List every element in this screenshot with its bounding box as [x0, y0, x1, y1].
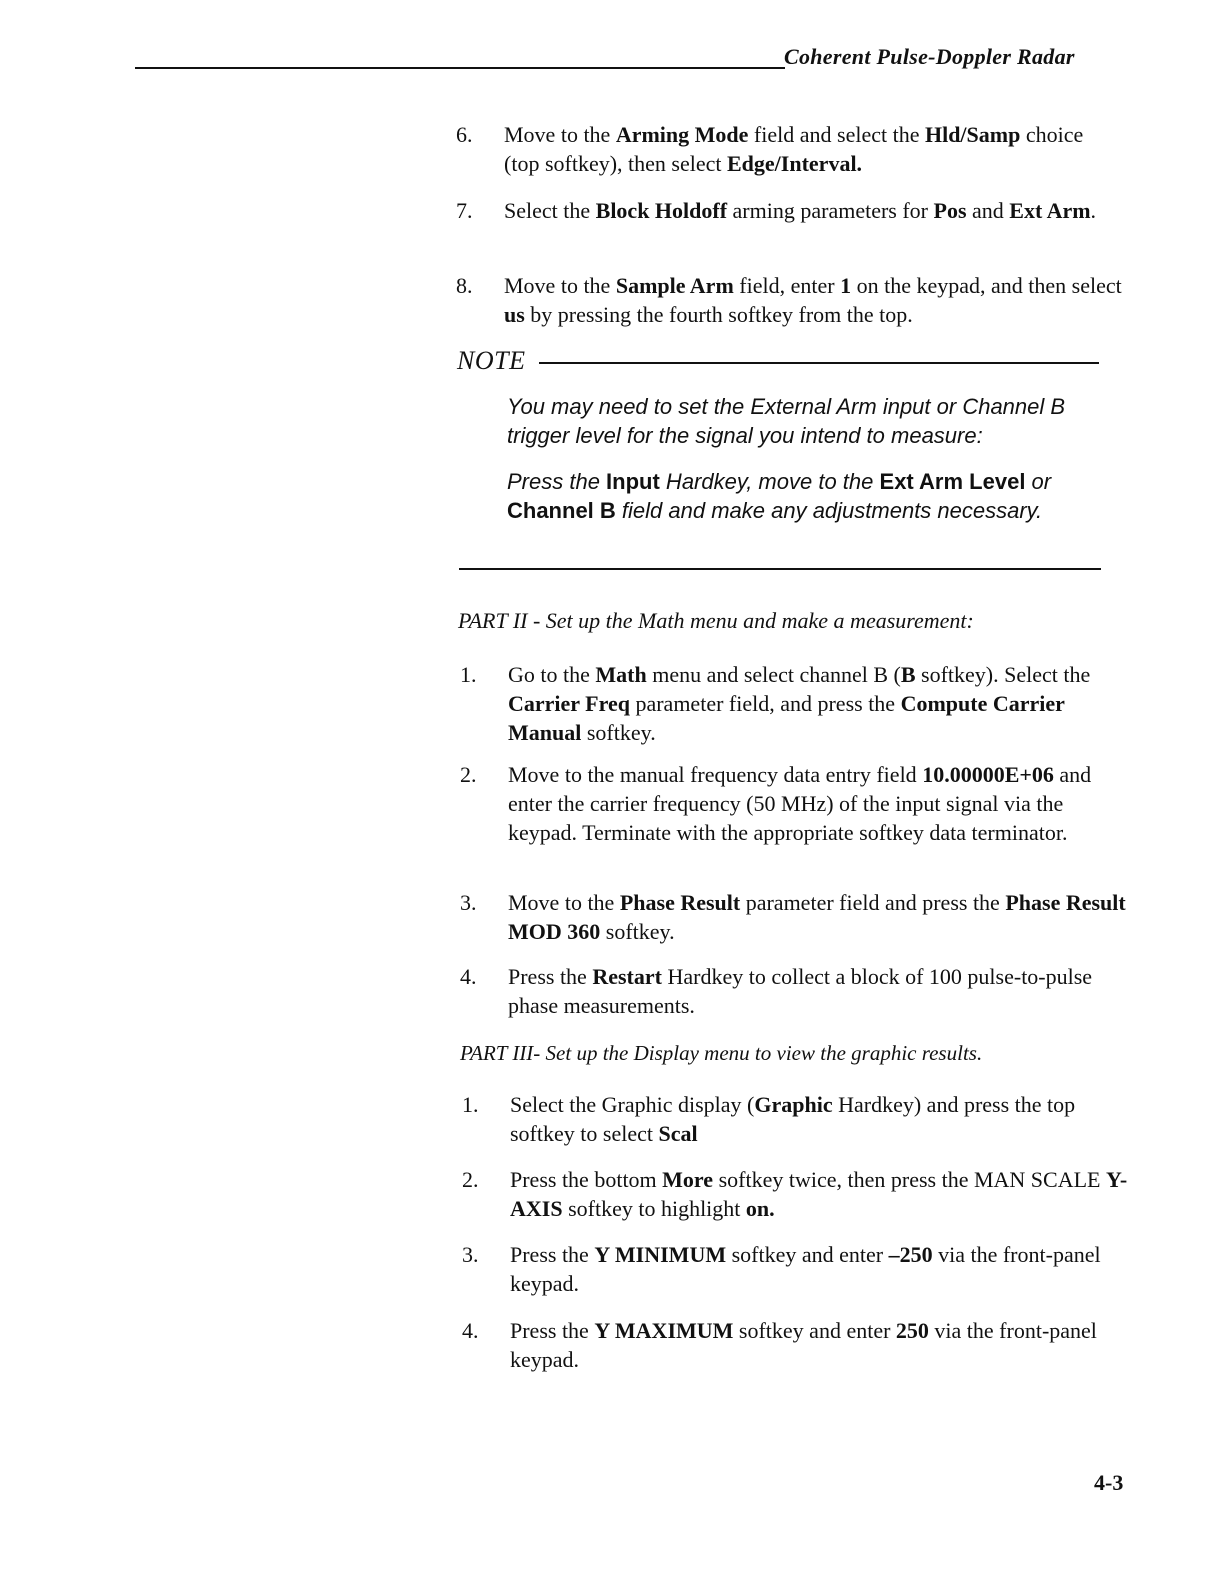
step-number: 3.: [462, 1242, 479, 1267]
step-text: [508, 888, 1128, 946]
bold-term: 10.00000E+06: [922, 762, 1054, 787]
bold-term: Ext Arm Level: [879, 469, 1026, 494]
text-run: via the front-panel keypad.: [510, 1318, 1097, 1372]
step-number: 1.: [460, 662, 477, 687]
bold-term: Compute Carrier Manual: [508, 691, 1065, 745]
bold-term: 1: [840, 273, 852, 298]
text-run: Press the: [510, 1242, 595, 1267]
text-run: softkey twice, then press the MAN SCALE: [713, 1167, 1106, 1192]
text-run: Go to the: [508, 662, 596, 687]
header-rule: [135, 67, 785, 69]
text-run: menu and select channel B (: [646, 662, 901, 687]
bold-term: Carrier Freq: [508, 691, 630, 716]
step-text: [508, 660, 1128, 747]
text-run: field, enter: [733, 273, 841, 298]
text-run: Press the: [510, 1318, 595, 1343]
step-number: 2.: [460, 762, 477, 787]
bold-term: Y MAXIMUM: [594, 1318, 734, 1343]
text-run: Move to the manual frequency data entry field: [508, 762, 923, 787]
bold-term: Scal: [658, 1121, 698, 1146]
text-run: on the keypad, and then select: [851, 273, 1122, 298]
text-run: Select the: [504, 198, 596, 223]
step-number: 6.: [456, 122, 473, 147]
text-run: Press the bottom: [510, 1167, 663, 1192]
bold-term: Block Holdoff: [595, 198, 728, 223]
text-run: or: [1025, 469, 1052, 494]
note-bottom-rule: [459, 568, 1101, 570]
bold-term: 250: [895, 1318, 929, 1343]
running-header-title: Coherent Pulse-Doppler Radar: [784, 44, 1075, 69]
text-run: Press the: [507, 469, 607, 494]
text-run: field and make any adjustments necessary.: [615, 498, 1043, 523]
step-number: 2.: [462, 1167, 479, 1192]
text-run: .: [1090, 198, 1097, 223]
bold-term: Y-AXIS: [510, 1167, 1128, 1221]
bold-term: Ext Arm: [1009, 198, 1091, 223]
text-run: You may need to set the External Arm input or Channel B trigger level for the signal you intend to measure:: [507, 394, 1066, 448]
step-text: [504, 120, 1124, 178]
bold-term: Hld/Samp: [924, 122, 1021, 147]
bold-term: Math: [595, 662, 647, 687]
text-run: choice (top softkey), then select: [504, 122, 1084, 176]
text-run: Hardkey, move to the: [659, 469, 880, 494]
step-number: 8.: [456, 273, 473, 298]
bold-term: Arming Mode: [615, 122, 749, 147]
text-run: and: [966, 198, 1010, 223]
step-text: [504, 196, 1124, 225]
step-number: 1.: [462, 1092, 479, 1117]
text-run: Press the: [508, 964, 593, 989]
text-run: Select the Graphic display (: [510, 1092, 755, 1117]
text-run: parameter field and press the: [740, 890, 1006, 915]
text-run: Hardkey to collect a block of 100 pulse-to-pulse phase measurements.: [508, 964, 1093, 1018]
bold-term: Input: [606, 469, 660, 494]
bold-term: Y MINIMUM: [594, 1242, 727, 1267]
note-paragraph: [507, 392, 1087, 450]
bold-term: on.: [745, 1196, 775, 1221]
text-run: by pressing the fourth softkey from the top.: [524, 302, 913, 327]
bold-term: Phase Result: [619, 890, 741, 915]
step-text: [510, 1240, 1130, 1298]
bold-term: Restart: [592, 964, 662, 989]
text-run: softkey and enter: [733, 1318, 896, 1343]
bold-term: Graphic: [754, 1092, 833, 1117]
text-run: arming parameters for: [727, 198, 934, 223]
text-run: softkey to highlight: [562, 1196, 746, 1221]
bold-term: Pos: [933, 198, 967, 223]
text-run: softkey and enter: [726, 1242, 889, 1267]
bold-term: Sample Arm: [615, 273, 734, 298]
text-run: Move to the: [504, 122, 616, 147]
bold-term: –250: [888, 1242, 933, 1267]
text-run: Move to the: [504, 273, 616, 298]
step-number: 4.: [462, 1318, 479, 1343]
text-run: softkey.: [581, 720, 656, 745]
note-top-rule: [539, 362, 1099, 364]
bold-term: Channel B: [507, 498, 616, 523]
text-run: softkey.: [600, 919, 675, 944]
step-text: [508, 962, 1128, 1020]
step-text: [504, 271, 1124, 329]
part2-heading: PART II - Set up the Math menu and make a measurement:: [458, 608, 974, 633]
text-run: Move to the: [508, 890, 620, 915]
text-run: and enter the carrier frequency (50 MHz) of the input signal via the keypad. Terminate with the appropriate softkey data terminator.: [508, 762, 1092, 845]
note-label: NOTE: [457, 346, 526, 375]
text-run: field and select the: [748, 122, 925, 147]
bold-term: Phase Result MOD 360: [508, 890, 1126, 944]
step-number: 3.: [460, 890, 477, 915]
step-text: [510, 1165, 1130, 1223]
step-text: [508, 760, 1128, 847]
step-text: [510, 1090, 1130, 1148]
text-run: parameter field, and press the: [629, 691, 901, 716]
text-run: softkey). Select the: [915, 662, 1091, 687]
bold-term: B: [900, 662, 916, 687]
text-run: via the front-panel keypad.: [510, 1242, 1101, 1296]
step-text: [510, 1316, 1130, 1374]
text-run: Hardkey) and press the top softkey to select: [510, 1092, 1076, 1146]
step-number: 7.: [456, 198, 473, 223]
part3-heading: PART III- Set up the Display menu to view the graphic results.: [460, 1041, 983, 1065]
page-number: 4-3: [1094, 1470, 1124, 1495]
bold-term: us: [504, 302, 525, 327]
note-paragraph: [507, 467, 1087, 525]
bold-term: More: [662, 1167, 714, 1192]
step-number: 4.: [460, 964, 477, 989]
bold-term: Edge/Interval.: [727, 151, 863, 176]
